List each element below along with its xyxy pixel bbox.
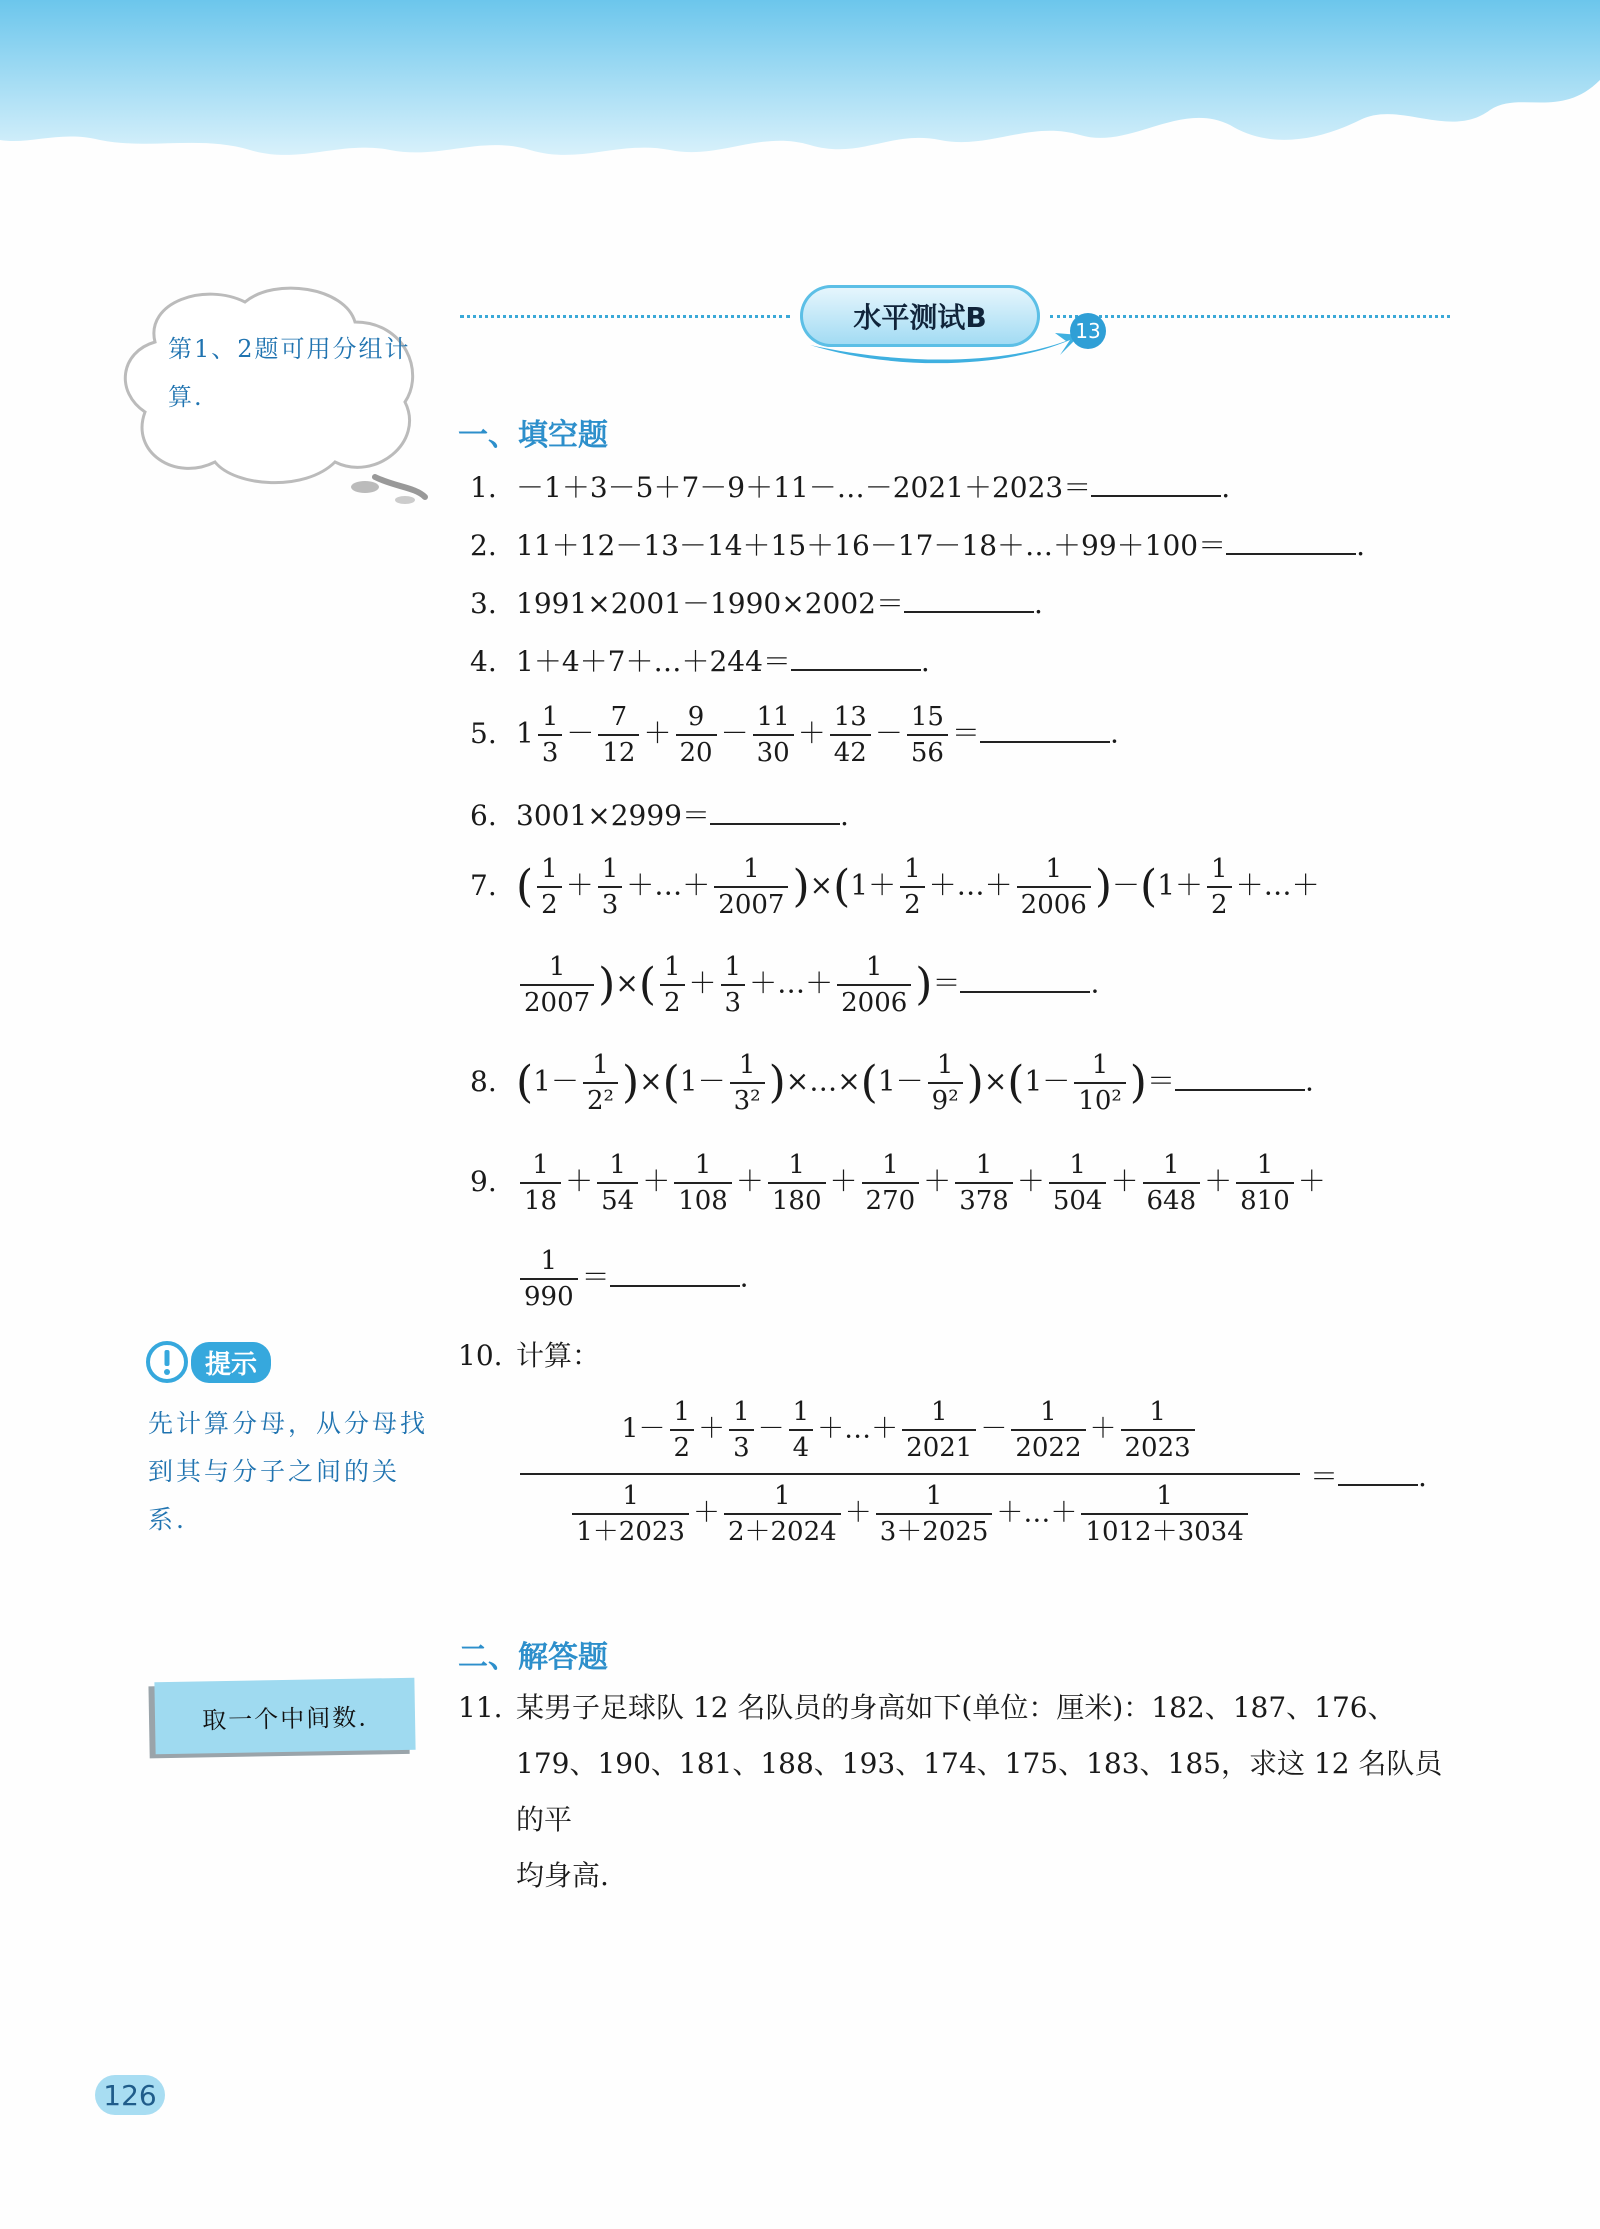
answer-blank[interactable]: [1226, 531, 1356, 555]
question-2: 2. 11＋12－13－14＋15＋16－17－18＋…＋99＋100＝ .: [470, 529, 1366, 562]
question-1: 1. －1＋3－5＋7－9＋11－…－2021＋2023＝ .: [470, 471, 1231, 504]
hint-text: 先计算分母，从分母找到其与分子之间的关系.: [148, 1409, 429, 1534]
section-title-bar: [460, 285, 1460, 365]
question-7-line-2: $\frac{1}{2007}$ )×( $\frac{1}{2}$ ＋ $\frac{1}{3}$ ＋…＋ $\frac{1}{2006}$ )＝ .: [516, 950, 1099, 1020]
fraction: $\frac{13}{42}$: [830, 700, 871, 770]
question-5: 5. 1 $\frac{1}{3}$ － $\frac{7}{12}$ ＋ $\frac{9}{20}$ － $\frac{11}{30}$ ＋ $\frac{13}{42}$ － $\frac{15}{56}$ ＝ .: [470, 702, 1119, 768]
exclamation-icon: [145, 1340, 189, 1384]
answer-blank[interactable]: [960, 969, 1090, 993]
answer-blank[interactable]: [710, 801, 840, 825]
sticky-tag-note: 取一个中间数.: [154, 1678, 415, 1755]
question-10-label: 10. 计算：: [458, 1339, 601, 1372]
question-7-line-1: 7. ( $\frac{1}{2}$ ＋ $\frac{1}{3}$ ＋…＋ $\frac{1}{2007}$ )×(1＋ $\frac{1}{2}$ ＋…＋ $\frac{1}{2006}$ )－(1＋ $\frac{1}{2}$ ＋…＋: [470, 854, 1320, 920]
page-title: 水平测试B: [800, 285, 1040, 347]
dotted-rule-right: [1050, 315, 1450, 318]
hint-label: 提示: [191, 1342, 271, 1383]
answer-blank[interactable]: [1091, 473, 1221, 497]
dotted-rule-left: [460, 315, 790, 318]
fraction: $\frac{11}{30}$: [753, 700, 794, 770]
answer-blank[interactable]: [610, 1263, 740, 1287]
hint-badge: [145, 1340, 271, 1384]
answer-blank[interactable]: [1175, 1067, 1305, 1091]
question-9-line-2: $\frac{1}{990}$ ＝ .: [516, 1244, 749, 1314]
answer-blank[interactable]: [980, 719, 1110, 743]
question-8: 8. (1－ $\frac{1}{\text{2²}}$ )×(1－ $\frac{1}{\text{3²}}$ )×…×(1－ $\frac{1}{\text{9²}}$ )×(1－ $\frac{1}{\text{10²}}$ )＝ .: [470, 1050, 1314, 1116]
fraction: $\frac{15}{56}$: [907, 700, 948, 770]
answer-blank[interactable]: [1338, 1462, 1418, 1486]
page-number: 126: [95, 2075, 165, 2115]
section-heading-solve: 二、解答题: [458, 1640, 608, 1675]
sky-cloud-banner: [0, 0, 1600, 200]
section-heading-fill-in: 一、填空题: [458, 418, 608, 453]
fraction: $\frac{1}{3}$: [538, 700, 563, 770]
answer-blank[interactable]: [904, 589, 1034, 613]
question-9-line-1: 9. $\frac{1}{18}$ ＋ $\frac{1}{54}$ ＋ $\frac{1}{108}$ ＋ $\frac{1}{180}$ ＋ $\frac{1}{270}$ ＋ $\frac{1}{378}$ ＋ $\frac{1}{504}$ ＋ $\frac{1}{648}$ ＋ $\frac{1}{810}$ ＋: [470, 1150, 1326, 1216]
question-11: 11. 某男子足球队 12 名队员的身高如下(单位：厘米)：182、187、176、 179、190、181、188、193、174、175、183、185，求这 12 名队员的平 均身高.: [458, 1691, 1443, 1892]
fraction: $\frac{9}{20}$: [676, 700, 717, 770]
question-4: 4. 1＋4＋7＋…＋244＝ .: [470, 645, 930, 678]
lesson-number-badge: 13: [1070, 313, 1106, 349]
question-3: 3. 1991×2001－1990×2002＝ .: [470, 587, 1043, 620]
answer-blank[interactable]: [791, 647, 921, 671]
cloud-note: 第1、2题可用分组计算.: [168, 335, 411, 411]
question-6: 6. 3001×2999＝ .: [470, 799, 849, 832]
fraction: $\frac{7}{12}$: [598, 700, 639, 770]
